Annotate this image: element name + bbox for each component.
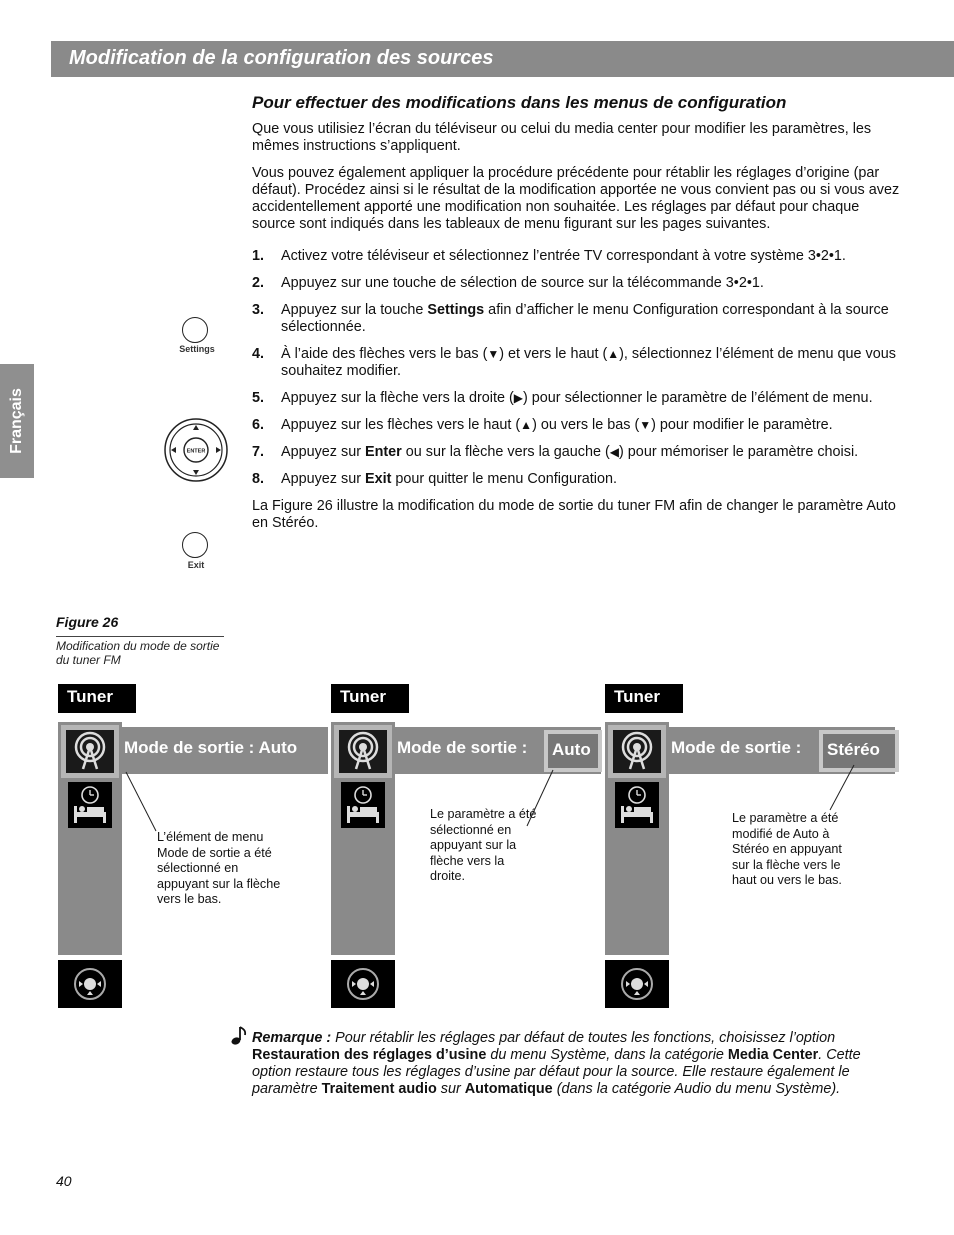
enter-key-name: Enter xyxy=(365,444,402,460)
remark-emphasis: Media Center xyxy=(727,1047,819,1063)
step-text: Appuyez sur xyxy=(281,471,365,487)
step-number: 3. xyxy=(252,302,265,318)
step-text: ou sur la flèche vers la gauche ( xyxy=(401,444,610,460)
step-item xyxy=(252,302,904,336)
remark-emphasis: Traitement audio xyxy=(321,1081,437,1097)
language-tab-label: Français xyxy=(8,388,25,454)
step-number: 8. xyxy=(252,471,265,487)
up-arrow-icon: ▲ xyxy=(607,347,620,361)
step-number: 1. xyxy=(252,248,265,264)
menu-screen-step-2 xyxy=(331,684,631,1010)
figure-title: Figure 26 xyxy=(56,614,119,630)
menu-item-label: Mode de sortie : xyxy=(671,738,802,757)
step-item xyxy=(252,248,904,265)
exit-key-name: Exit xyxy=(365,471,392,487)
remark-note xyxy=(252,1030,902,1098)
step-text: Appuyez sur xyxy=(281,444,365,460)
settings-button-label: Settings xyxy=(179,344,215,354)
left-arrow-icon: ◀ xyxy=(609,445,620,459)
callout-text: Le paramètre a été sélectionné en appuyant sur la flèche vers la droite. xyxy=(430,807,537,883)
remark-text: sur xyxy=(436,1081,465,1097)
down-arrow-icon: ▼ xyxy=(487,347,500,361)
step-item xyxy=(252,471,904,488)
step-text: ) et vers le haut ( xyxy=(499,346,608,362)
intro-paragraph: Que vous utilisiez l’écran du téléviseur ou celui du media center pour modifier les paramètres, les mêmes instructions s’appliquent. xyxy=(252,121,872,154)
menu-item-label: Mode de sortie : xyxy=(397,738,528,757)
step-text: ) pour modifier le paramètre. xyxy=(651,417,833,433)
tuner-tab: Tuner xyxy=(58,684,136,713)
step-text: Appuyez sur une touche de sélection de source sur la télécommande 3•2•1. xyxy=(281,275,764,291)
step-text: À l’aide des flèches vers le bas ( xyxy=(281,346,488,362)
step-text: ) ou vers le bas ( xyxy=(532,417,640,433)
step-number: 4. xyxy=(252,346,265,362)
defaults-paragraph: Vous pouvez également appliquer la procédure précédente pour rétablir les réglages d’origine (par défaut). Procédez ainsi si le résultat de la modification apportée ne vous convient pas ou si vous avez accidentellement apporté une modification non souhaitée. Les réglages par défaut pour chaque source sont indiqués dans les tableaux de menu figurant sur les pages suivantes. xyxy=(252,165,900,232)
step-number: 6. xyxy=(252,417,265,433)
figure-divider xyxy=(56,636,224,637)
header-bar xyxy=(51,41,954,77)
step-text: afin d’afficher le menu Configuration correspondant à la source sélectionnée. xyxy=(281,302,889,335)
enter-key-label: ENTER xyxy=(186,448,206,455)
language-tab xyxy=(0,364,34,478)
step-text: Appuyez sur les flèches vers le haut ( xyxy=(281,417,521,433)
page-number: 40 xyxy=(56,1173,72,1189)
steps-list xyxy=(252,248,904,488)
step-item xyxy=(252,417,904,434)
remark-emphasis: Restauration des réglages d’usine xyxy=(252,1047,487,1063)
figure-intro-paragraph: La Figure 26 illustre la modification du mode de sortie du tuner FM afin de changer le paramètre Auto en Stéréo. xyxy=(252,498,896,531)
step-text: Appuyez sur la touche xyxy=(281,302,428,318)
up-arrow-icon: ▲ xyxy=(520,418,533,432)
step-text: ) pour mémoriser le paramètre choisi. xyxy=(619,444,859,460)
step-item xyxy=(252,346,904,380)
step-text: pour quitter le menu Configuration. xyxy=(391,471,617,487)
remark-text: Pour rétablir les réglages par défaut de toutes les fonctions, choisissez l’option xyxy=(331,1030,836,1046)
remark-emphasis: Automatique xyxy=(464,1081,553,1097)
step-text: ) pour sélectionner le paramètre de l’élément de menu. xyxy=(523,390,873,406)
remark-text: du menu Système, dans la catégorie xyxy=(486,1047,728,1063)
step-number: 5. xyxy=(252,390,265,406)
remark-text: (dans la catégorie Audio du menu Système). xyxy=(552,1081,841,1097)
music-note-icon xyxy=(230,1026,248,1046)
step-text: Appuyez sur la flèche vers la droite ( xyxy=(281,390,514,406)
exit-button-label: Exit xyxy=(187,560,205,570)
section-title: Pour effectuer des modifications dans les menus de configuration xyxy=(252,93,787,112)
down-arrow-icon: ▼ xyxy=(639,418,652,432)
page-title: Modification de la configuration des sources xyxy=(69,47,494,69)
remark-lead: Remarque : xyxy=(252,1030,332,1046)
step-text: Activez votre téléviseur et sélectionnez l’entrée TV correspondant à votre système 3•2•1. xyxy=(281,248,846,264)
tuner-tab: Tuner xyxy=(331,684,409,713)
step-item xyxy=(252,390,904,407)
menu-screen-step-1 xyxy=(58,684,358,1010)
step-item xyxy=(252,275,904,292)
navigation-pad-icon xyxy=(163,417,229,483)
callout-text: Le paramètre a été modifié de Auto à Stéréo en appuyant sur la flèche vers le haut ou vers le bas. xyxy=(732,811,842,887)
step-text: ), sélectionnez l’élément de menu que vous souhaitez modifier. xyxy=(281,346,896,379)
menu-item-label: Mode de sortie : Auto xyxy=(124,738,298,757)
main-content xyxy=(252,94,904,532)
tuner-tab: Tuner xyxy=(605,684,683,713)
selected-value-box: Stéréo xyxy=(819,730,899,772)
callout-text: L’élément de menu Mode de sortie a été sélectionné en appuyant sur la flèche vers le bas. xyxy=(157,830,281,906)
exit-button-icon xyxy=(182,532,208,558)
step-number: 2. xyxy=(252,275,265,291)
step-number: 7. xyxy=(252,444,265,460)
right-arrow-icon: ▶ xyxy=(513,391,523,405)
figure-caption: Modification du mode de sortie du tuner FM xyxy=(56,639,220,667)
menu-screen-step-3 xyxy=(605,684,905,1010)
step-item xyxy=(252,444,904,461)
remark-text: . Cette option restaure tous les réglages d’usine par défaut pour la source. Elle restaure également le paramètre xyxy=(252,1047,861,1097)
selected-value-box: Auto xyxy=(544,730,602,772)
settings-button-icon xyxy=(182,317,208,343)
settings-key-name: Settings xyxy=(427,302,485,318)
